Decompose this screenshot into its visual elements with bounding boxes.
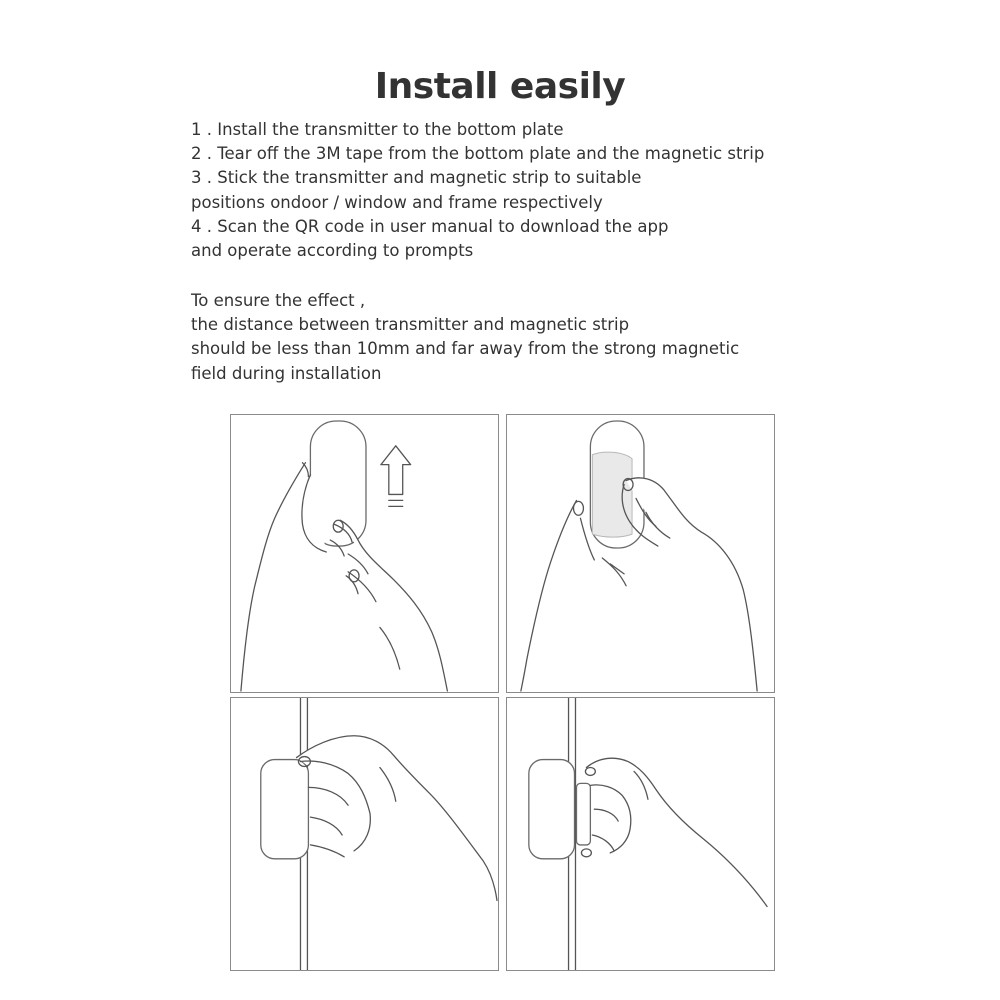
illustration-stick-transmitter [230, 697, 499, 971]
note-line-4: field during installation [191, 363, 382, 383]
hand-back-outline [241, 463, 306, 691]
transmitter-device [261, 760, 309, 859]
note-line-1: To ensure the effect , [191, 291, 366, 310]
hand-peeling-tape-illustration [507, 415, 774, 692]
step-line-3: 3 . Stick the transmitter and magnetic strip to suitable [191, 168, 642, 188]
step-line-1: 1 . Install the transmitter to the bottom plate [191, 120, 564, 139]
hand-holding-transmitter-illustration [231, 415, 498, 692]
hand-placing-magnetic-strip-illustration [507, 698, 774, 970]
up-arrow-icon [381, 446, 411, 507]
hand-placing-transmitter-illustration [231, 698, 498, 970]
illustration-install-transmitter [230, 414, 499, 693]
transmitter-device [529, 760, 575, 859]
left-hand-outline [521, 500, 577, 691]
hand-outline [586, 758, 767, 906]
hand-front-outline [340, 520, 447, 691]
right-hand-outline [626, 478, 757, 691]
tape-layer [592, 452, 632, 537]
install-note [191, 289, 951, 386]
note-line-2: the distance between transmitter and magnetic strip [191, 315, 630, 335]
page-title: Install easily [374, 66, 626, 107]
install-steps [191, 118, 951, 263]
hand-outline [297, 736, 497, 901]
illustration-tear-tape [506, 414, 775, 693]
step-line-2: 2 . Tear off the 3M tape from the bottom plate and the magnetic strip [191, 144, 765, 164]
note-line-3: should be less than 10mm and far away from the strong magnetic [191, 339, 740, 359]
step-line-4-continued: and operate according to prompts [191, 241, 474, 261]
illustration-stick-magnetic-strip [506, 697, 775, 971]
step-line-3-continued: positions ondoor / window and frame respectively [191, 192, 603, 212]
magnetic-strip [576, 783, 590, 845]
step-line-4: 4 . Scan the QR code in user manual to download the app [191, 216, 669, 236]
